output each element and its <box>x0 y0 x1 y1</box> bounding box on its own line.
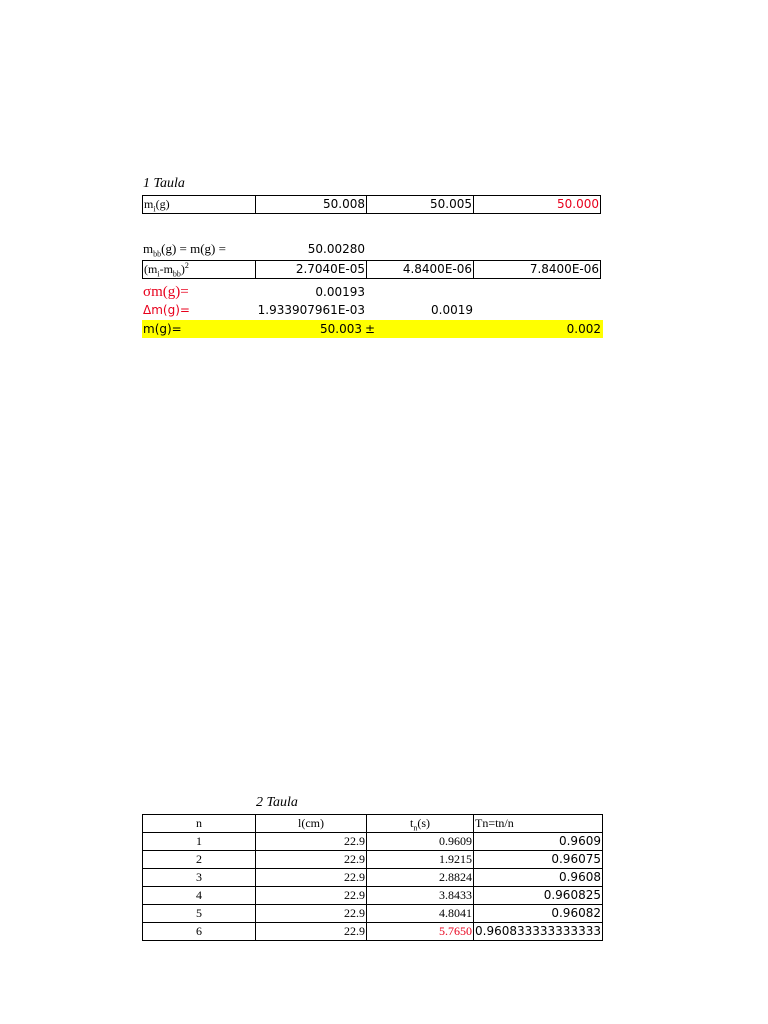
table-row <box>143 905 603 923</box>
result-error: 0.002 <box>566 322 601 336</box>
cell-t: 5.7650 <box>367 923 474 941</box>
cell-l: 22.9 <box>256 887 367 905</box>
mi-value-2: 50.005 <box>367 196 474 214</box>
cell-l: 22.9 <box>256 905 367 923</box>
cell-T: 0.960825 <box>474 887 603 905</box>
cell-T: 0.96082 <box>474 905 603 923</box>
cell-t: 2.8824 <box>367 869 474 887</box>
sq-value-1: 2.7040E-05 <box>256 261 367 279</box>
mbb-value: 50.00280 <box>307 242 365 256</box>
cell-t: 4.8041 <box>367 905 474 923</box>
sq-value-3: 7.8400E-06 <box>474 261 601 279</box>
result-label: m(g)= <box>143 322 182 336</box>
table1-caption: 1 Taula <box>143 176 185 191</box>
mi-label: $m_i(g)$ <box>143 196 256 214</box>
cell-T: 0.9609 <box>474 833 603 851</box>
cell-n: 5 <box>143 905 256 923</box>
delta-label: Δm(g)= <box>143 303 190 317</box>
sq-label: $(m_i-m_{bb})^2$ <box>143 261 256 279</box>
table1-mi-row <box>142 195 601 214</box>
sigma-label: σm(g)= <box>143 284 189 300</box>
cell-n: 1 <box>143 833 256 851</box>
header-n: n <box>143 815 256 833</box>
cell-n: 3 <box>143 869 256 887</box>
sigma-value: 0.00193 <box>315 285 365 299</box>
mi-value-3: 50.000 <box>474 196 601 214</box>
mbb-label: $m_{bb}(g) = m(g)$ = <box>143 241 226 259</box>
table-row <box>143 869 603 887</box>
delta-value: 1.933907961E-03 <box>257 303 365 317</box>
delta-rounded: 0.0019 <box>431 303 473 317</box>
cell-l: 22.9 <box>256 869 367 887</box>
table1-sq-row <box>142 260 601 279</box>
cell-n: 4 <box>143 887 256 905</box>
cell-l: 22.9 <box>256 923 367 941</box>
table-row <box>143 833 603 851</box>
cell-T: 0.9608 <box>474 869 603 887</box>
header-t: $t_n(s)$ <box>367 815 474 833</box>
mi-value-1: 50.008 <box>256 196 367 214</box>
cell-n: 2 <box>143 851 256 869</box>
header-T: Tn=tn/n <box>474 815 603 833</box>
result-value: 50.003 <box>320 322 362 336</box>
cell-l: 22.9 <box>256 833 367 851</box>
cell-t: 0.9609 <box>367 833 474 851</box>
sq-value-2: 4.8400E-06 <box>367 261 474 279</box>
table-row <box>143 887 603 905</box>
table-row <box>143 851 603 869</box>
table2-header-row <box>143 815 603 833</box>
cell-t: 1.9215 <box>367 851 474 869</box>
cell-l: 22.9 <box>256 851 367 869</box>
table2-caption: 2 Taula <box>256 795 298 810</box>
cell-T: 0.960833333333333 <box>474 923 603 941</box>
cell-n: 6 <box>143 923 256 941</box>
cell-t: 3.8433 <box>367 887 474 905</box>
header-l: l(cm) <box>256 815 367 833</box>
table-row <box>143 923 603 941</box>
table2 <box>142 814 603 941</box>
plus-minus: ± <box>365 322 376 336</box>
cell-T: 0.96075 <box>474 851 603 869</box>
